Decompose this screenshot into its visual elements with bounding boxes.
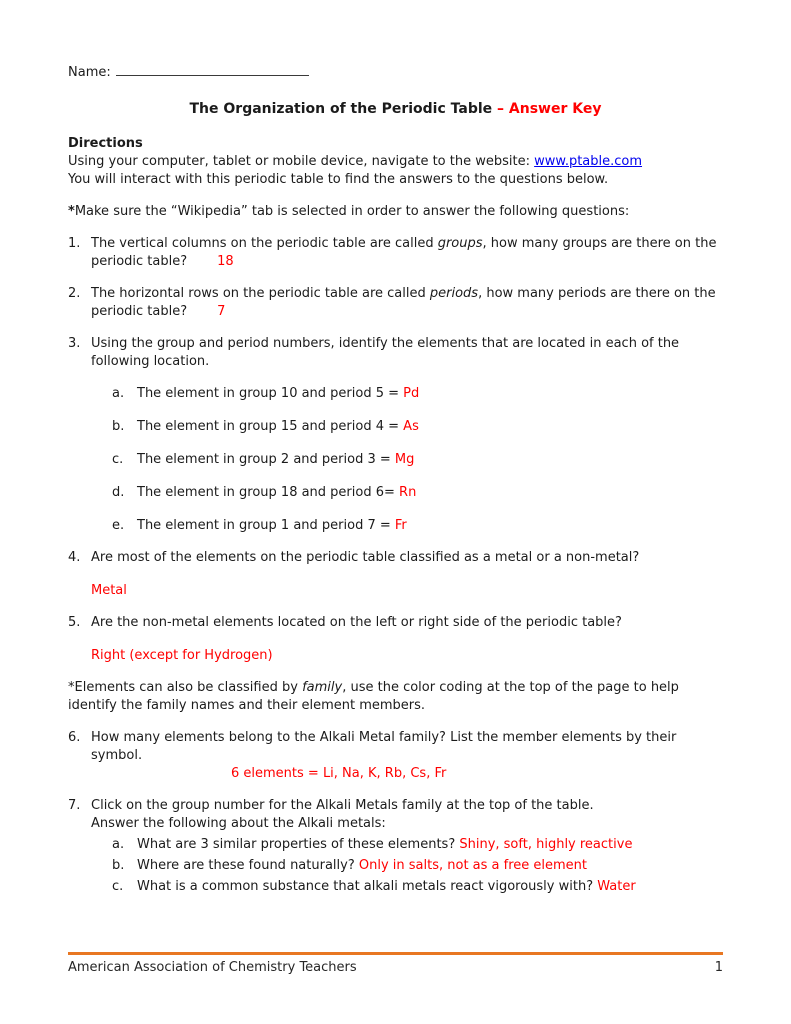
question-7-line2: Answer the following about the Alkali metals: xyxy=(91,816,386,831)
question-3c-text: The element in group 2 and period 3 = xyxy=(137,452,395,467)
question-3e-body xyxy=(137,517,723,535)
answer-6: 6 elements = Li, Na, K, Rb, Cs, Fr xyxy=(231,766,447,781)
question-3a xyxy=(112,385,723,403)
question-4-number: 4. xyxy=(68,550,81,565)
wikipedia-note-star: * xyxy=(68,204,75,219)
question-3e-text: The element in group 1 and period 7 = xyxy=(137,518,395,533)
directions-paragraph xyxy=(68,153,723,189)
family-note-post: , use the color coding at the top of the page to help identify the family names and their element members. xyxy=(68,680,679,713)
answer-4: Metal xyxy=(91,583,127,598)
question-4 xyxy=(68,549,723,600)
question-3d-letter: d. xyxy=(112,485,125,500)
question-3a-text: The element in group 10 and period 5 = xyxy=(137,386,404,401)
question-2-italic-word: periods xyxy=(429,286,479,301)
wikipedia-note xyxy=(68,203,723,221)
question-2-number: 2. xyxy=(68,286,81,301)
question-7b-body xyxy=(137,857,723,875)
directions-heading: Directions xyxy=(68,136,143,151)
answer-3e: Fr xyxy=(394,518,407,533)
question-7c-body xyxy=(137,878,723,896)
name-label: Name: xyxy=(68,65,111,80)
name-blank-underline xyxy=(116,62,309,76)
question-4-text: Are most of the elements on the periodic table classified as a metal or a non-metal? xyxy=(91,550,640,565)
question-3c-letter: c. xyxy=(112,452,124,467)
question-7-body xyxy=(91,797,723,896)
question-5-text: Are the non-metal elements located on the left or right side of the periodic table? xyxy=(91,615,622,630)
question-6-number: 6. xyxy=(68,730,81,745)
question-5-number: 5. xyxy=(68,615,81,630)
question-3b xyxy=(112,418,723,436)
question-1-text-end: , how many groups are there on the periodic table? xyxy=(91,236,717,269)
question-3c-body xyxy=(137,451,723,469)
family-note-star: * xyxy=(68,680,75,695)
question-7a-text: What are 3 similar properties of these elements? xyxy=(137,837,460,852)
question-3a-letter: a. xyxy=(112,386,125,401)
question-7c-letter: c. xyxy=(112,879,124,894)
question-7-line1: Click on the group number for the Alkali Metals family at the top of the table. xyxy=(91,798,594,813)
question-2-body xyxy=(91,285,723,321)
question-7 xyxy=(68,797,723,896)
footer xyxy=(68,959,723,977)
question-4-body xyxy=(91,549,723,600)
question-3d xyxy=(112,484,723,502)
question-7a-body xyxy=(137,836,723,854)
question-1-body xyxy=(91,235,723,271)
question-2 xyxy=(68,285,723,321)
question-2-text-end: , how many periods are there on the periodic table? xyxy=(91,286,716,319)
question-1-text: The vertical columns on the periodic table are called xyxy=(91,236,438,251)
family-note xyxy=(68,679,723,715)
question-7b-letter: b. xyxy=(112,858,125,873)
question-1-italic-word: groups xyxy=(437,236,483,251)
wikipedia-note-text: Make sure the “Wikipedia” tab is selected in order to answer the following questions: xyxy=(74,204,630,219)
question-7b-text: Where are these found naturally? xyxy=(137,858,359,873)
answer-7c: Water xyxy=(597,879,636,894)
answer-3d: Rn xyxy=(399,485,417,500)
question-3 xyxy=(68,335,723,535)
question-3e-letter: e. xyxy=(112,518,125,533)
family-note-italic-word: family xyxy=(302,680,343,695)
question-7a-letter: a. xyxy=(112,837,125,852)
answer-7b: Only in salts, not as a free element xyxy=(358,858,588,873)
question-3-text: Using the group and period numbers, identify the elements that are located in each of the following location. xyxy=(91,336,680,369)
question-2-text: The horizontal rows on the periodic table are called xyxy=(91,286,430,301)
page-title-answer-key: – Answer Key xyxy=(497,101,602,117)
question-7a xyxy=(112,836,723,854)
directions-line2: You will interact with this periodic table to find the answers to the questions below. xyxy=(68,172,609,187)
page-title xyxy=(68,100,723,118)
answer-7a: Shiny, soft, highly reactive xyxy=(459,837,633,852)
family-note-pre: Elements can also be classified by xyxy=(74,680,303,695)
answer-2: 7 xyxy=(217,304,226,319)
question-6-body xyxy=(91,729,723,783)
question-3-body xyxy=(91,335,723,535)
question-6-text: How many elements belong to the Alkali Metal family? List the member elements by their symbol. xyxy=(91,730,677,763)
answer-3a: Pd xyxy=(403,386,420,401)
footer-rule xyxy=(68,952,723,955)
question-7-number: 7. xyxy=(68,798,81,813)
directions-line1: Using your computer, tablet or mobile device, navigate to the website: xyxy=(68,154,535,169)
question-3c xyxy=(112,451,723,469)
answer-3b: As xyxy=(403,419,419,434)
question-1-number: 1. xyxy=(68,236,81,251)
question-3b-letter: b. xyxy=(112,419,125,434)
question-5 xyxy=(68,614,723,665)
question-3e xyxy=(112,517,723,535)
question-6 xyxy=(68,729,723,783)
question-7c-text: What is a common substance that alkali metals react vigorously with? xyxy=(137,879,598,894)
page-title-black: The Organization of the Periodic Table xyxy=(189,101,498,117)
question-1 xyxy=(68,235,723,271)
name-row xyxy=(68,62,723,82)
footer-org: American Association of Chemistry Teachers xyxy=(68,960,357,975)
question-3b-body xyxy=(137,418,723,436)
page-number: 1 xyxy=(714,960,723,975)
question-3d-text: The element in group 18 and period 6= xyxy=(137,485,400,500)
ptable-link[interactable]: www.ptable.com xyxy=(534,154,643,169)
answer-5: Right (except for Hydrogen) xyxy=(91,648,273,663)
question-3b-text: The element in group 15 and period 4 = xyxy=(137,419,404,434)
question-3a-body xyxy=(137,385,723,403)
question-3-number: 3. xyxy=(68,336,81,351)
question-3d-body xyxy=(137,484,723,502)
question-5-body xyxy=(91,614,723,665)
question-7b xyxy=(112,857,723,875)
answer-3c: Mg xyxy=(394,452,415,467)
answer-1: 18 xyxy=(217,254,234,269)
question-7c xyxy=(112,878,723,896)
